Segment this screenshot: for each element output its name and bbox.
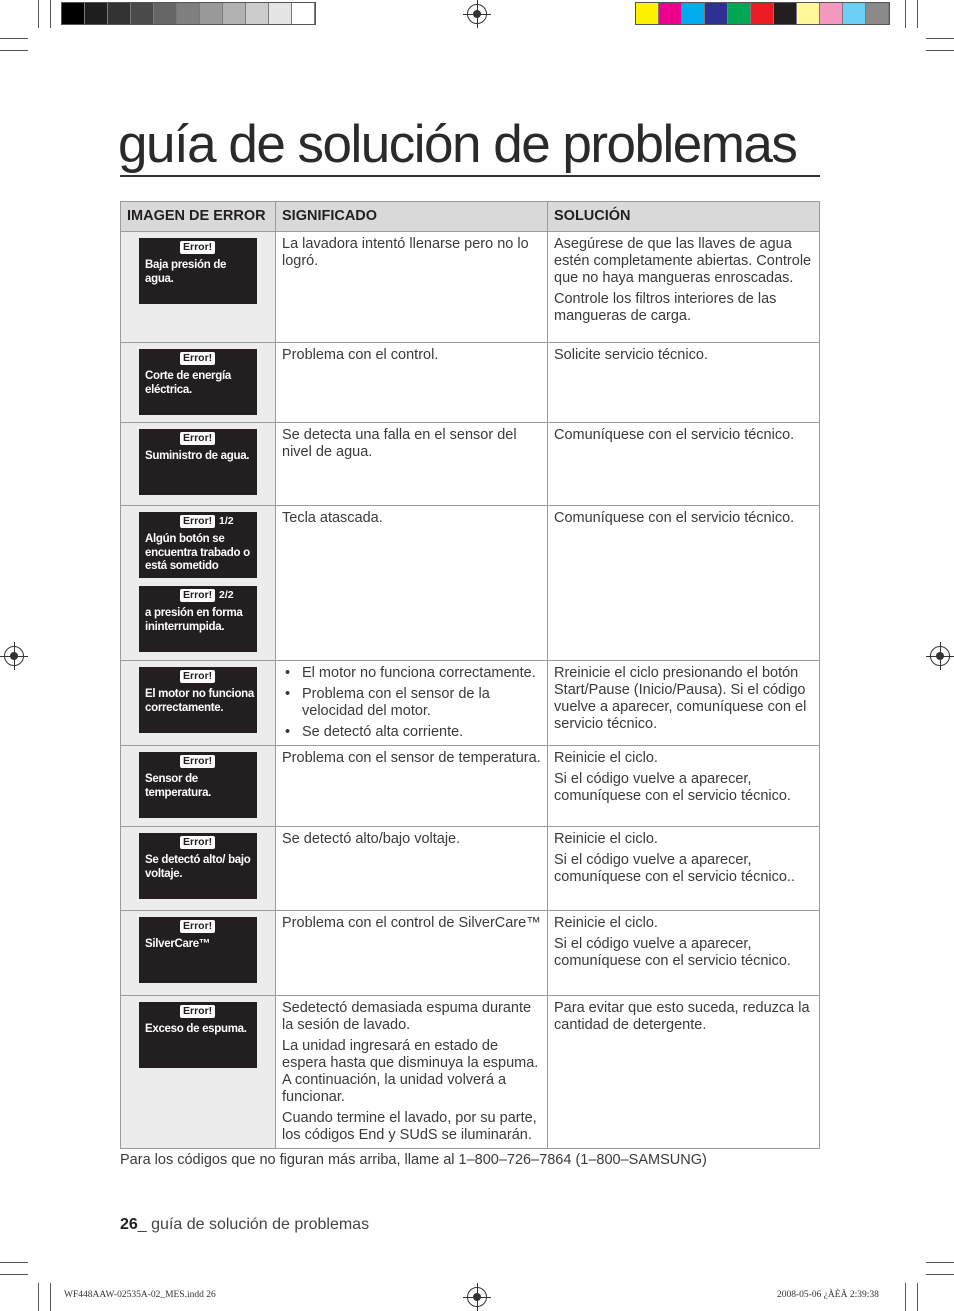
page-footer (120, 1216, 369, 1234)
error-display-screen (139, 512, 257, 578)
error-badge: Error! (180, 241, 215, 254)
solution-cell (548, 506, 820, 661)
error-badge: Error! (180, 836, 215, 849)
meaning-cell (276, 911, 548, 996)
color-swatch (246, 3, 269, 24)
color-swatch (797, 3, 820, 24)
color-swatch (223, 3, 246, 24)
solution-cell (548, 343, 820, 423)
crop-mark (50, 0, 51, 28)
error-image-cell (121, 661, 276, 746)
error-message: Sensor de temperatura. (145, 773, 212, 799)
meaning-cell (276, 343, 548, 423)
table-body (121, 232, 820, 1149)
error-message: Suministro de agua. (145, 450, 250, 462)
error-badge: Error! (180, 589, 215, 602)
color-swatch (866, 3, 889, 24)
crop-mark (50, 1283, 51, 1311)
error-message: Algún botón se encuentra trabado o está sometido (145, 533, 250, 572)
solution-cell (548, 996, 820, 1149)
contact-note: Para los códigos que no figuran más arriba, llame al 1–800–726–7864 (1–800–SAMSUNG) (120, 1152, 707, 1168)
column-header-meaning: SIGNIFICADO (276, 202, 548, 232)
process-color-bar (635, 2, 890, 25)
solution-cell (548, 232, 820, 343)
error-display-screen (139, 238, 257, 304)
column-header-error-image: IMAGEN DE ERROR (121, 202, 276, 232)
crop-mark (0, 1274, 28, 1275)
error-message: Se detectó alto/ bajo voltaje. (145, 854, 251, 880)
page-title: guía de solución de problemas (118, 115, 797, 174)
crop-mark (0, 38, 28, 39)
error-image-cell (121, 506, 276, 661)
solution-text: Para evitar que esto suceda, reduzca la cantidad de detergente. (554, 1000, 810, 1033)
meaning-list (282, 665, 541, 741)
crop-mark (917, 0, 918, 28)
registration-mark-icon (930, 646, 950, 666)
error-display-screen (139, 667, 257, 733)
error-badge: Error! (180, 352, 215, 365)
registration-mark-icon (467, 4, 487, 24)
table-row (121, 232, 820, 343)
meaning-text: La unidad ingresará en estado de espera hasta que disminuya la espuma. A continuación, la unidad volverá a funcionar. (282, 1038, 539, 1105)
solution-text: Reinicie el ciclo. (554, 831, 658, 847)
meaning-text: Cuando termine el lavado, por su parte, los códigos End y SUdS se iluminarán. (282, 1110, 537, 1143)
error-image-cell (121, 827, 276, 911)
table-row (121, 423, 820, 506)
color-swatch (154, 3, 177, 24)
error-image-cell (121, 746, 276, 827)
color-swatch (85, 3, 108, 24)
error-badge: Error! (180, 920, 215, 933)
error-badge: Error! (180, 670, 215, 683)
color-swatch (62, 3, 85, 24)
solution-cell (548, 911, 820, 996)
error-display-screen (139, 586, 257, 652)
meaning-text: Tecla atascada. (282, 510, 383, 526)
title-underline (120, 175, 820, 177)
crop-mark (926, 50, 954, 51)
solution-text: Si el código vuelve a aparecer, comuníquese con el servicio técnico. (554, 771, 791, 804)
color-swatch (705, 3, 728, 24)
meaning-cell (276, 746, 548, 827)
crop-mark (926, 38, 954, 39)
crop-mark (38, 0, 39, 28)
meaning-text: Sedetectó demasiada espuma durante la sesión de lavado. (282, 1000, 532, 1033)
table-row (121, 506, 820, 661)
error-image-cell (121, 232, 276, 343)
color-swatch (269, 3, 292, 24)
meaning-cell (276, 661, 548, 746)
page-number: 26 (120, 1216, 138, 1233)
table-row (121, 746, 820, 827)
table-row (121, 343, 820, 423)
error-image-cell (121, 343, 276, 423)
solution-cell (548, 661, 820, 746)
slug-timestamp: 2008-05-06 ¿ÀÈÄ 2:39:38 (777, 1290, 879, 1300)
solution-text: Rreinicie el ciclo presionando el botón Start/Pause (Inicio/Pausa). Si el código vuelve a aparecer, comuníquese con el servicio técnico. (554, 665, 807, 732)
solution-text: Reinicie el ciclo. (554, 915, 658, 931)
color-swatch (131, 3, 154, 24)
solution-cell (548, 827, 820, 911)
meaning-list-item: • Se detectó alta corriente. (282, 724, 541, 741)
error-display-screen (139, 917, 257, 983)
error-message: a presión en forma ininterrumpida. (145, 607, 243, 633)
error-display-screen (139, 1002, 257, 1068)
meaning-text: Problema con el sensor de temperatura. (282, 750, 541, 766)
meaning-text: La lavadora intentó llenarse pero no lo logró. (282, 236, 529, 269)
troubleshooting-table (120, 201, 820, 1149)
crop-mark (905, 1283, 906, 1311)
crop-mark (38, 1283, 39, 1311)
solution-text: Comuníquese con el servicio técnico. (554, 510, 795, 526)
color-swatch (108, 3, 131, 24)
solution-cell (548, 746, 820, 827)
solution-text: Si el código vuelve a aparecer, comuníquese con el servicio técnico.. (554, 852, 795, 885)
error-message: Baja presión de agua. (145, 259, 227, 285)
screen-page-indicator: 2/2 (219, 589, 234, 601)
error-badge: Error! (180, 515, 215, 528)
solution-text: Asegúrese de que las llaves de agua estén completamente abiertas. Controle que no haya mangueras enroscadas. (554, 236, 812, 286)
meaning-cell (276, 232, 548, 343)
color-swatch (728, 3, 751, 24)
color-swatch (292, 3, 315, 24)
crop-mark (917, 1283, 918, 1311)
crop-mark (926, 1274, 954, 1275)
table-row (121, 911, 820, 996)
meaning-cell (276, 827, 548, 911)
gray-color-bar (61, 2, 316, 25)
solution-text: Reinicie el ciclo. (554, 750, 658, 766)
solution-text: Solicite servicio técnico. (554, 347, 708, 363)
color-swatch (751, 3, 774, 24)
slug-file: WF448AAW-02535A-02_MES.indd 26 (64, 1290, 216, 1300)
color-swatch (659, 3, 682, 24)
solution-text: Si el código vuelve a aparecer, comuníquese con el servicio técnico. (554, 936, 791, 969)
color-swatch (200, 3, 223, 24)
color-swatch (177, 3, 200, 24)
meaning-text: Problema con el control de SilverCare™ (282, 915, 541, 931)
color-swatch (843, 3, 866, 24)
table-row (121, 996, 820, 1149)
meaning-cell (276, 506, 548, 661)
crop-mark (0, 50, 28, 51)
registration-mark-icon (467, 1287, 487, 1307)
meaning-list-item: • El motor no funciona correctamente. (282, 665, 541, 682)
color-swatch (774, 3, 797, 24)
solution-text: Controle los filtros interiores de las mangueras de carga. (554, 291, 777, 324)
error-image-cell (121, 423, 276, 506)
error-display-screen (139, 429, 257, 495)
error-badge: Error! (180, 755, 215, 768)
error-message: Corte de energía eléctrica. (145, 370, 231, 396)
registration-mark-icon (4, 646, 24, 666)
table-header-row (121, 202, 820, 232)
color-swatch (636, 3, 659, 24)
footer-label: _ guía de solución de problemas (137, 1216, 370, 1233)
error-image-cell (121, 911, 276, 996)
meaning-text: Problema con el control. (282, 347, 439, 363)
error-display-screen (139, 349, 257, 415)
screen-page-indicator: 1/2 (219, 515, 234, 527)
crop-mark (0, 1262, 28, 1263)
error-badge: Error! (180, 1005, 215, 1018)
crop-mark (926, 1262, 954, 1263)
crop-mark (905, 0, 906, 28)
table-row (121, 661, 820, 746)
error-display-screen (139, 833, 257, 899)
meaning-cell (276, 996, 548, 1149)
error-image-cell (121, 996, 276, 1149)
error-message: Exceso de espuma. (145, 1023, 247, 1035)
error-message: SilverCare™ (145, 938, 211, 950)
meaning-list-item: • Problema con el sensor de la velocidad del motor. (282, 686, 541, 720)
solution-text: Comuníquese con el servicio técnico. (554, 427, 795, 443)
error-display-screen (139, 752, 257, 818)
meaning-cell (276, 423, 548, 506)
color-swatch (820, 3, 843, 24)
meaning-text: Se detecta una falla en el sensor del nivel de agua. (282, 427, 517, 460)
error-message: El motor no funciona correctamente. (145, 688, 254, 714)
meaning-text: Se detectó alto/bajo voltaje. (282, 831, 461, 847)
column-header-solution: SOLUCIÓN (548, 202, 820, 232)
solution-cell (548, 423, 820, 506)
error-badge: Error! (180, 432, 215, 445)
table-row (121, 827, 820, 911)
color-swatch (682, 3, 705, 24)
